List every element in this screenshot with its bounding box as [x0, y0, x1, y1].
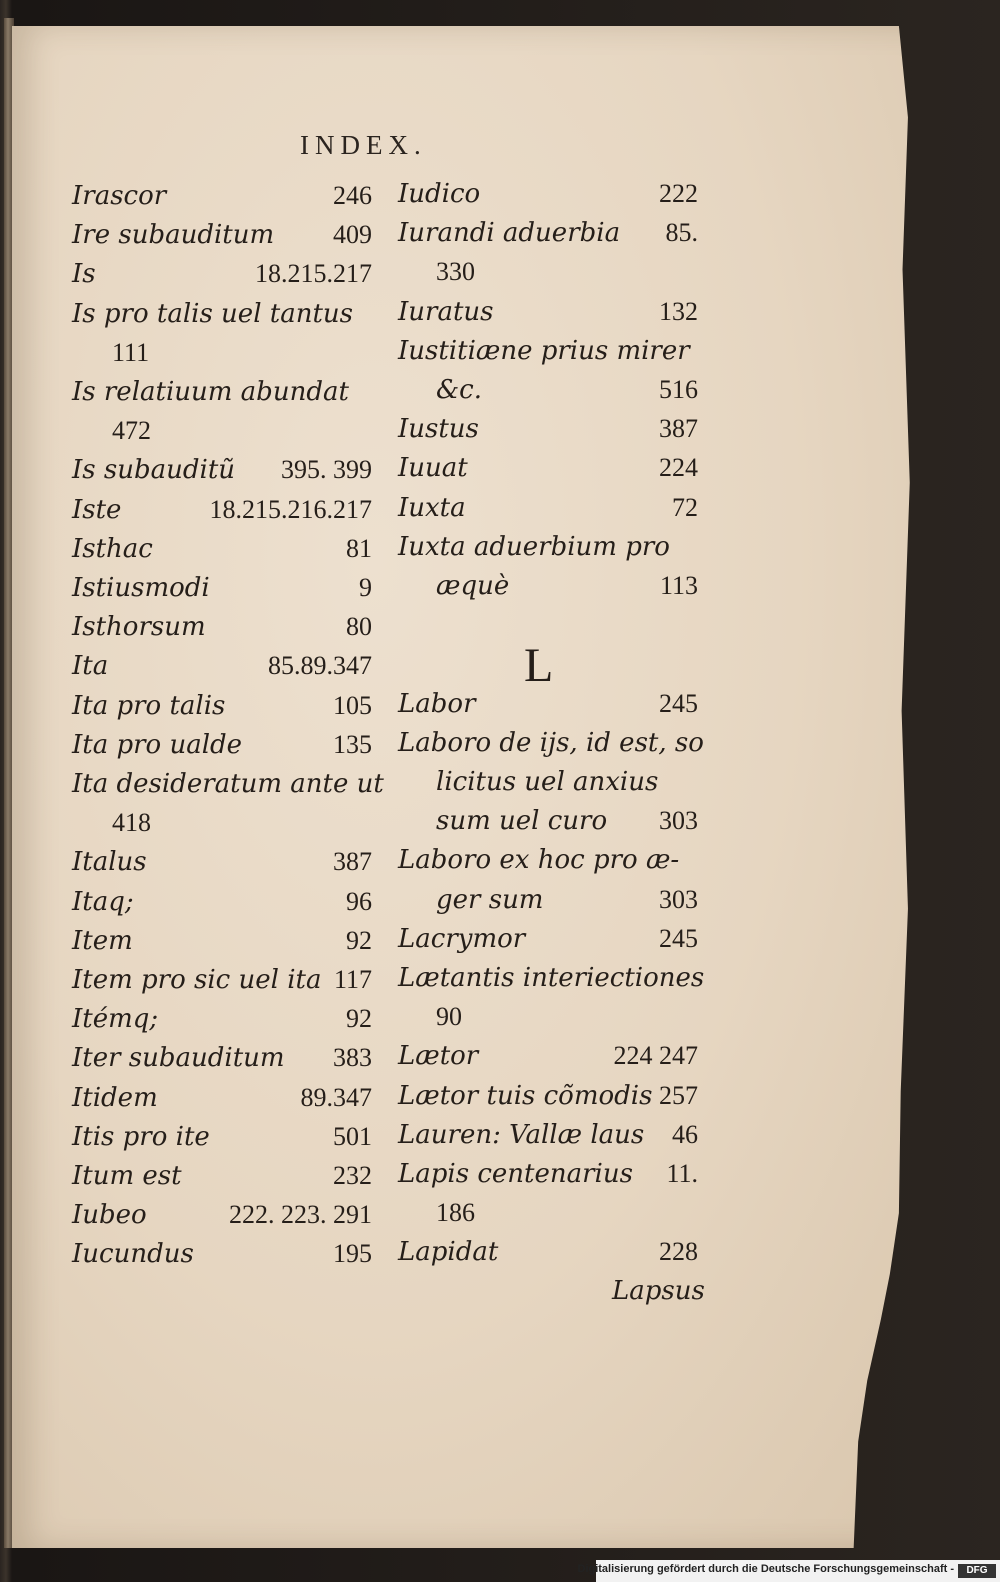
index-entry — [72, 962, 372, 998]
index-pages: 224 — [659, 453, 698, 483]
index-term: Iucundus — [72, 1239, 194, 1270]
index-pages: 387 — [659, 414, 698, 444]
index-entry — [398, 294, 698, 330]
index-term: Iurandi aduerbia — [398, 218, 621, 249]
index-entry — [72, 256, 372, 292]
index-pages: 85.89.347 — [268, 651, 372, 681]
index-entry — [72, 492, 372, 528]
index-term: Iuxta aduerbium pro — [398, 531, 670, 562]
index-term: Lætantis interiectiones — [398, 963, 705, 993]
index-pages: 395. 399 — [281, 455, 372, 485]
index-pages: 132 — [659, 296, 698, 326]
index-pages: 245 — [659, 688, 698, 718]
index-entry — [436, 1195, 698, 1231]
index-entry — [436, 764, 698, 800]
index-entry — [398, 960, 705, 996]
index-entry — [398, 1038, 698, 1074]
index-term: Iustitiæne prius mirer — [398, 335, 690, 366]
index-pages: 224 247 — [613, 1041, 698, 1071]
index-pages: 195 — [333, 1239, 372, 1269]
index-entry — [72, 374, 372, 410]
index-term: licitus uel anxius — [436, 767, 659, 797]
index-pages: 257 — [659, 1080, 698, 1110]
index-term: Lætor tuis cõmodis — [398, 1080, 653, 1111]
section-letter: L — [524, 639, 554, 692]
index-pages: 113 — [659, 571, 698, 600]
index-entry — [72, 923, 372, 959]
index-term: Isthac — [72, 533, 153, 564]
index-pages: 222 — [659, 179, 698, 208]
index-term: Itidem — [72, 1082, 158, 1113]
index-pages: 89.347 — [300, 1082, 372, 1112]
index-pages: 330 — [436, 257, 475, 287]
index-entry — [436, 803, 698, 839]
index-term: Iuratus — [398, 296, 494, 327]
index-term: Itémq; — [72, 1004, 159, 1035]
index-term: Iustus — [398, 414, 479, 445]
index-term: Is subauditũ — [72, 455, 236, 486]
index-entry — [398, 490, 698, 526]
index-pages: 111 — [112, 337, 150, 367]
index-pages: 135 — [333, 729, 372, 759]
index-term: Irascor — [72, 181, 167, 211]
index-term: sum uel curo — [436, 806, 608, 837]
index-pages: 11. — [666, 1159, 698, 1188]
index-pages: 117 — [333, 965, 372, 994]
index-pages: 186 — [436, 1198, 475, 1228]
index-term: Is — [72, 259, 96, 290]
index-entry — [72, 1040, 372, 1076]
index-term: Ita pro ualde — [72, 729, 243, 760]
index-term: Lapis centenarius — [398, 1159, 633, 1189]
index-entry — [72, 727, 372, 763]
index-pages: 303 — [659, 884, 698, 914]
index-entry — [398, 1234, 698, 1270]
index-term: Ita — [72, 651, 109, 682]
index-pages: 81 — [346, 533, 372, 563]
index-pages: 246 — [333, 181, 372, 210]
index-pages: 96 — [346, 886, 372, 916]
index-pages: 18.215.216.217 — [209, 494, 372, 524]
index-term: Is relatiuum abundat — [72, 377, 349, 407]
index-entry — [72, 1197, 372, 1233]
index-entry — [72, 766, 384, 802]
index-entry — [72, 452, 372, 488]
index-entry — [72, 1236, 372, 1272]
index-term: Iste — [72, 494, 122, 525]
index-entry — [72, 648, 372, 684]
index-entry — [72, 1119, 372, 1155]
index-term: Itaq; — [72, 886, 134, 917]
index-entry — [398, 1156, 698, 1192]
index-pages: 472 — [112, 416, 151, 446]
index-term: Ire subauditum — [72, 220, 275, 251]
index-pages: 18.215.217 — [255, 259, 372, 289]
index-entry — [112, 335, 372, 371]
index-entry — [436, 999, 698, 1035]
index-entry — [398, 725, 704, 761]
index-entry — [112, 413, 372, 449]
index-term: Item pro sic uel ita — [72, 965, 322, 995]
index-entry — [112, 805, 372, 841]
index-entry — [398, 1078, 698, 1114]
index-entry — [436, 882, 698, 918]
index-pages: 228 — [659, 1237, 698, 1267]
index-entry — [72, 844, 372, 880]
index-pages: 90 — [436, 1002, 462, 1032]
index-term: Iudico — [398, 179, 481, 209]
footer-bar — [577, 1560, 1000, 1582]
index-entry — [436, 254, 698, 290]
index-pages: 387 — [333, 847, 372, 877]
index-entry — [72, 1080, 372, 1116]
index-entry — [72, 531, 372, 567]
index-entry — [72, 688, 372, 724]
index-term: Italus — [72, 847, 147, 878]
index-term: Lætor — [398, 1041, 479, 1072]
index-term: Iubeo — [72, 1200, 147, 1231]
index-pages: 516 — [659, 375, 698, 404]
page-heading: INDEX. — [300, 130, 427, 160]
index-pages: 418 — [112, 808, 151, 838]
index-term: Itis pro ite — [72, 1121, 210, 1152]
index-term: Isthorsum — [72, 612, 206, 643]
index-entry — [398, 1117, 698, 1153]
index-pages: 92 — [346, 1004, 372, 1034]
index-term: Istiusmodi — [72, 573, 210, 603]
footer-credit: Digitalisierung gefördert durch die Deutsche Forschungsgemeinschaft - — [577, 1563, 954, 1575]
index-pages: 303 — [659, 806, 698, 836]
index-entry — [398, 411, 698, 447]
index-term: Itum est — [72, 1161, 182, 1191]
index-term: Iuxta — [398, 492, 466, 523]
index-term: Laboro ex hoc pro æ- — [398, 845, 680, 876]
index-pages: 383 — [333, 1043, 372, 1073]
index-pages: 85. — [665, 218, 698, 248]
index-entry — [398, 842, 698, 878]
index-entry — [398, 529, 698, 565]
index-term: Lacrymor — [398, 923, 526, 954]
index-entry — [72, 217, 372, 253]
index-pages: 92 — [346, 925, 372, 955]
index-term: Lauren: Vallæ laus — [398, 1119, 645, 1150]
index-entry — [72, 884, 372, 920]
index-term: æquè — [436, 571, 510, 601]
index-pages: 232 — [333, 1161, 372, 1190]
index-term: Laboro de ijs, id est, so — [398, 727, 704, 758]
index-term: Ita desideratum ante ut — [72, 769, 384, 799]
index-pages: 245 — [659, 923, 698, 953]
index-entry — [398, 450, 698, 486]
index-pages: 46 — [672, 1119, 698, 1149]
index-entry — [398, 215, 698, 251]
index-term: Is pro talis uel tantus — [72, 298, 353, 329]
index-entry — [436, 372, 698, 408]
index-term: Lapidat — [398, 1237, 499, 1268]
index-pages: 9 — [359, 573, 372, 602]
index-term: Iuuat — [398, 453, 468, 484]
index-entry — [72, 1158, 372, 1194]
index-term: Item — [72, 925, 133, 956]
index-entry — [72, 296, 372, 332]
index-term: Ita pro talis — [72, 690, 226, 721]
index-term: &c. — [436, 375, 482, 405]
index-entry — [398, 921, 698, 957]
index-pages: 80 — [346, 612, 372, 642]
index-pages: 409 — [333, 220, 372, 250]
index-entry — [72, 1001, 372, 1037]
index-pages: 222. 223. 291 — [229, 1200, 372, 1230]
index-pages: 72 — [672, 492, 698, 522]
index-entry — [72, 570, 372, 606]
index-term: Labor — [398, 688, 476, 719]
index-entry — [72, 178, 372, 214]
index-term: Iter subauditum — [72, 1043, 285, 1074]
index-entry — [72, 609, 372, 645]
index-entry — [398, 333, 698, 369]
index-term: ger sum — [436, 884, 544, 915]
index-entry — [398, 176, 698, 212]
index-pages: 105 — [333, 690, 372, 720]
dfg-logo: DFG — [958, 1564, 996, 1578]
index-pages: 501 — [333, 1121, 372, 1151]
catchword: Lapsus — [612, 1276, 705, 1306]
index-entry — [436, 568, 698, 604]
